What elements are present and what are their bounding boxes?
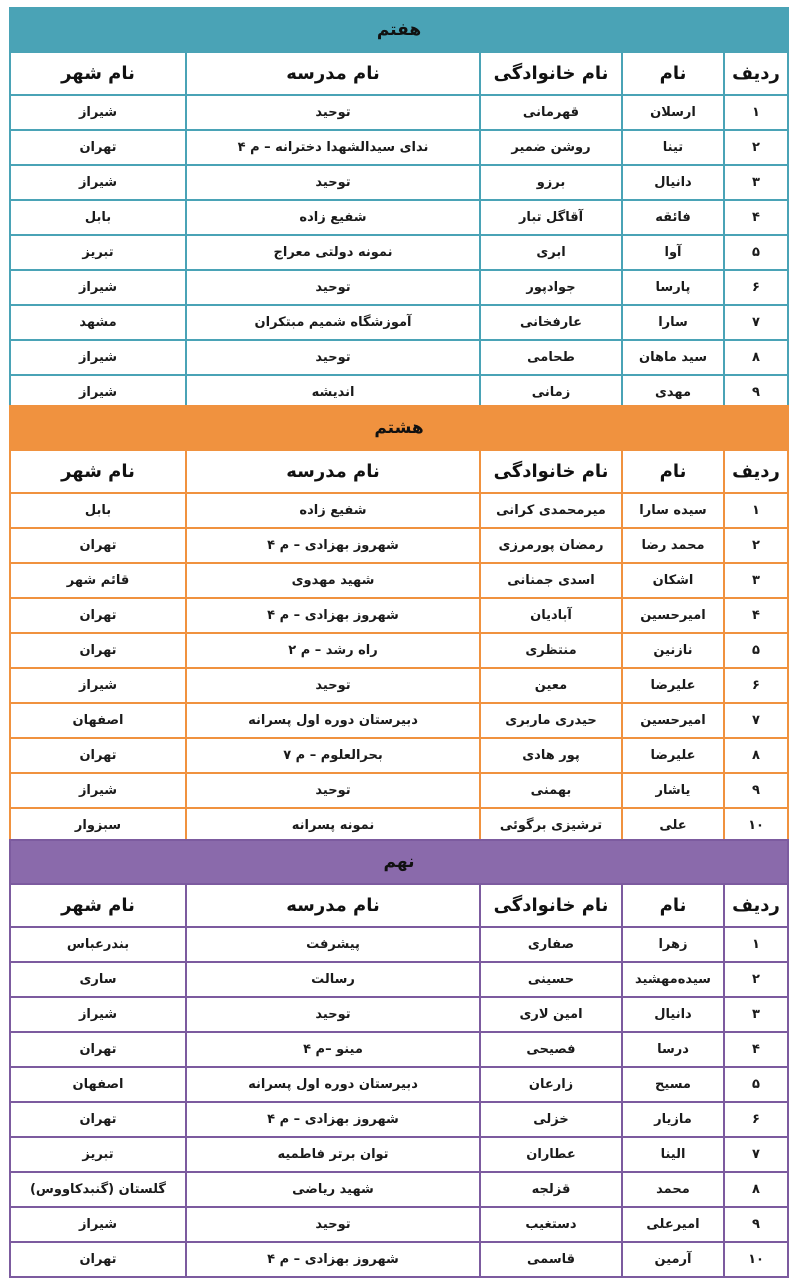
school-cell: شفیع زاده <box>186 493 480 528</box>
table-row <box>10 1137 788 1172</box>
section-title-row <box>10 840 788 884</box>
row-number-cell: ۱۰ <box>724 808 788 843</box>
city-cell: شیراز <box>10 270 186 305</box>
first-name-cell: سیده‌مهشید <box>622 962 724 997</box>
last-name-cell: آبادیان <box>480 598 622 633</box>
city-cell: شیراز <box>10 668 186 703</box>
school-cell: شهروز بهزادی – م ۴ <box>186 1102 480 1137</box>
first-name-cell: یاشار <box>622 773 724 808</box>
city-cell: شیراز <box>10 1207 186 1242</box>
table-row <box>10 340 788 375</box>
last-name-cell: ترشیزی برگوئی <box>480 808 622 843</box>
last-name-cell: پور هادی <box>480 738 622 773</box>
grade-8-table <box>9 405 789 844</box>
last-name-cell: برزو <box>480 165 622 200</box>
row-number-cell: ۷ <box>724 703 788 738</box>
last-name-cell: خزلی <box>480 1102 622 1137</box>
header-last-name: نام خانوادگی <box>480 52 622 95</box>
table-row <box>10 1242 788 1277</box>
school-cell: نمونه دولتی معراج <box>186 235 480 270</box>
last-name-cell: آقاگل تبار <box>480 200 622 235</box>
table-row <box>10 598 788 633</box>
first-name-cell: محمد <box>622 1172 724 1207</box>
last-name-cell: امین لاری <box>480 997 622 1032</box>
row-number-cell: ۲ <box>724 130 788 165</box>
last-name-cell: زارعان <box>480 1067 622 1102</box>
header-row <box>10 52 788 95</box>
row-number-cell: ۳ <box>724 997 788 1032</box>
header-last-name: نام خانوادگی <box>480 884 622 927</box>
last-name-cell: ابری <box>480 235 622 270</box>
school-cell: شفیع زاده <box>186 200 480 235</box>
row-number-cell: ۶ <box>724 270 788 305</box>
grade-7-section <box>9 7 789 411</box>
row-number-cell: ۵ <box>724 235 788 270</box>
table-row <box>10 668 788 703</box>
row-number-cell: ۷ <box>724 305 788 340</box>
table-row <box>10 493 788 528</box>
table-row <box>10 165 788 200</box>
header-school: نام مدرسه <box>186 884 480 927</box>
city-cell: تبریز <box>10 1137 186 1172</box>
last-name-cell: طحامی <box>480 340 622 375</box>
table-row <box>10 95 788 130</box>
first-name-cell: محمد رضا <box>622 528 724 563</box>
table-row <box>10 962 788 997</box>
city-cell: اصفهان <box>10 703 186 738</box>
row-number-cell: ۱۰ <box>724 1242 788 1277</box>
row-number-cell: ۶ <box>724 1102 788 1137</box>
first-name-cell: فائقه <box>622 200 724 235</box>
city-cell: تهران <box>10 633 186 668</box>
school-cell: آموزشگاه شمیم مبتکران <box>186 305 480 340</box>
table-row <box>10 235 788 270</box>
last-name-cell: معین <box>480 668 622 703</box>
school-cell: شهروز بهزادی – م ۴ <box>186 528 480 563</box>
first-name-cell: مهدی <box>622 375 724 410</box>
table-row <box>10 1172 788 1207</box>
school-cell: رسالت <box>186 962 480 997</box>
header-last-name: نام خانوادگی <box>480 450 622 493</box>
city-cell: شیراز <box>10 773 186 808</box>
first-name-cell: سارا <box>622 305 724 340</box>
last-name-cell: قاسمی <box>480 1242 622 1277</box>
city-cell: قائم شهر <box>10 563 186 598</box>
first-name-cell: امیرحسین <box>622 598 724 633</box>
table-row <box>10 773 788 808</box>
last-name-cell: قزلجه <box>480 1172 622 1207</box>
section-title: نهم <box>10 840 788 884</box>
grade-7-table <box>9 7 789 411</box>
last-name-cell: قهرمانی <box>480 95 622 130</box>
table-row <box>10 808 788 843</box>
row-number-cell: ۹ <box>724 773 788 808</box>
school-cell: شهید مهدوی <box>186 563 480 598</box>
table-row <box>10 1207 788 1242</box>
table-row <box>10 1102 788 1137</box>
school-cell: توحید <box>186 668 480 703</box>
row-number-cell: ۹ <box>724 1207 788 1242</box>
city-cell: تهران <box>10 1242 186 1277</box>
row-number-cell: ۸ <box>724 340 788 375</box>
section-title-row <box>10 8 788 52</box>
city-cell: تهران <box>10 528 186 563</box>
school-cell: توحید <box>186 165 480 200</box>
school-cell: توحید <box>186 1207 480 1242</box>
header-school: نام مدرسه <box>186 450 480 493</box>
last-name-cell: اسدی جمنانی <box>480 563 622 598</box>
city-cell: اصفهان <box>10 1067 186 1102</box>
table-row <box>10 270 788 305</box>
last-name-cell: دستغیب <box>480 1207 622 1242</box>
first-name-cell: مازیار <box>622 1102 724 1137</box>
first-name-cell: زهرا <box>622 927 724 962</box>
school-cell: نمونه پسرانه <box>186 808 480 843</box>
table-row <box>10 633 788 668</box>
first-name-cell: الینا <box>622 1137 724 1172</box>
first-name-cell: تینا <box>622 130 724 165</box>
school-cell: توحید <box>186 773 480 808</box>
first-name-cell: اشکان <box>622 563 724 598</box>
row-number-cell: ۳ <box>724 563 788 598</box>
school-cell: توحید <box>186 340 480 375</box>
school-cell: مینو –م ۴ <box>186 1032 480 1067</box>
header-row-no: ردیف <box>724 450 788 493</box>
row-number-cell: ۴ <box>724 1032 788 1067</box>
header-row <box>10 450 788 493</box>
last-name-cell: جوادپور <box>480 270 622 305</box>
first-name-cell: آوا <box>622 235 724 270</box>
school-cell: توحید <box>186 270 480 305</box>
city-cell: بابل <box>10 200 186 235</box>
last-name-cell: منتظری <box>480 633 622 668</box>
row-number-cell: ۱ <box>724 493 788 528</box>
row-number-cell: ۲ <box>724 528 788 563</box>
first-name-cell: آرمین <box>622 1242 724 1277</box>
row-number-cell: ۵ <box>724 1067 788 1102</box>
header-city: نام شهر <box>10 884 186 927</box>
first-name-cell: درسا <box>622 1032 724 1067</box>
row-number-cell: ۷ <box>724 1137 788 1172</box>
table-row <box>10 1032 788 1067</box>
last-name-cell: میرمحمدی کرانی <box>480 493 622 528</box>
city-cell: گلستان (گنبدکاووس) <box>10 1172 186 1207</box>
header-first-name: نام <box>622 884 724 927</box>
section-title: هفتم <box>10 8 788 52</box>
row-number-cell: ۸ <box>724 1172 788 1207</box>
city-cell: بابل <box>10 493 186 528</box>
school-cell: اندیشه <box>186 375 480 410</box>
grade-8-section <box>9 405 789 844</box>
header-row-no: ردیف <box>724 52 788 95</box>
school-cell: بحرالعلوم – م ۷ <box>186 738 480 773</box>
last-name-cell: حسینی <box>480 962 622 997</box>
last-name-cell: زمانی <box>480 375 622 410</box>
table-row <box>10 200 788 235</box>
row-number-cell: ۸ <box>724 738 788 773</box>
section-title: هشتم <box>10 406 788 450</box>
first-name-cell: امیرعلی <box>622 1207 724 1242</box>
row-number-cell: ۳ <box>724 165 788 200</box>
row-number-cell: ۱ <box>724 95 788 130</box>
school-cell: ندای سیدالشهدا دخترانه – م ۴ <box>186 130 480 165</box>
city-cell: تبریز <box>10 235 186 270</box>
row-number-cell: ۹ <box>724 375 788 410</box>
first-name-cell: سیده سارا <box>622 493 724 528</box>
last-name-cell: روشن ضمیر <box>480 130 622 165</box>
school-cell: شهید ریاضی <box>186 1172 480 1207</box>
header-row <box>10 884 788 927</box>
first-name-cell: علیرضا <box>622 668 724 703</box>
table-row <box>10 130 788 165</box>
last-name-cell: عطاران <box>480 1137 622 1172</box>
table-row <box>10 927 788 962</box>
city-cell: تهران <box>10 598 186 633</box>
table-row <box>10 1067 788 1102</box>
last-name-cell: بهمنی <box>480 773 622 808</box>
city-cell: شیراز <box>10 95 186 130</box>
city-cell: مشهد <box>10 305 186 340</box>
header-school: نام مدرسه <box>186 52 480 95</box>
header-first-name: نام <box>622 450 724 493</box>
first-name-cell: ارسلان <box>622 95 724 130</box>
row-number-cell: ۵ <box>724 633 788 668</box>
table-row <box>10 997 788 1032</box>
first-name-cell: امیرحسین <box>622 703 724 738</box>
school-cell: پیشرفت <box>186 927 480 962</box>
city-cell: تهران <box>10 1032 186 1067</box>
city-cell: سبزوار <box>10 808 186 843</box>
city-cell: شیراز <box>10 340 186 375</box>
school-cell: دبیرستان دوره اول پسرانه <box>186 703 480 738</box>
first-name-cell: علیرضا <box>622 738 724 773</box>
header-first-name: نام <box>622 52 724 95</box>
last-name-cell: عارفخانی <box>480 305 622 340</box>
school-cell: شهروز بهزادی – م ۴ <box>186 598 480 633</box>
city-cell: تهران <box>10 738 186 773</box>
school-cell: راه رشد – م ۲ <box>186 633 480 668</box>
first-name-cell: سید ماهان <box>622 340 724 375</box>
section-title-row <box>10 406 788 450</box>
school-cell: توان برتر فاطمیه <box>186 1137 480 1172</box>
table-row <box>10 563 788 598</box>
table-row <box>10 738 788 773</box>
first-name-cell: پارسا <box>622 270 724 305</box>
city-cell: شیراز <box>10 997 186 1032</box>
city-cell: تهران <box>10 1102 186 1137</box>
table-row <box>10 305 788 340</box>
header-city: نام شهر <box>10 52 186 95</box>
school-cell: دبیرستان دوره اول پسرانه <box>186 1067 480 1102</box>
city-cell: ساری <box>10 962 186 997</box>
grade-9-table <box>9 839 789 1278</box>
school-cell: توحید <box>186 95 480 130</box>
grade-9-section <box>9 839 789 1278</box>
first-name-cell: نازنین <box>622 633 724 668</box>
city-cell: بندرعباس <box>10 927 186 962</box>
city-cell: تهران <box>10 130 186 165</box>
city-cell: شیراز <box>10 165 186 200</box>
row-number-cell: ۴ <box>724 598 788 633</box>
last-name-cell: رمضان پورمرزی <box>480 528 622 563</box>
row-number-cell: ۴ <box>724 200 788 235</box>
table-row <box>10 703 788 738</box>
school-cell: شهروز بهزادی – م ۴ <box>186 1242 480 1277</box>
row-number-cell: ۶ <box>724 668 788 703</box>
last-name-cell: فصیحی <box>480 1032 622 1067</box>
first-name-cell: علی <box>622 808 724 843</box>
last-name-cell: صفاری <box>480 927 622 962</box>
header-row-no: ردیف <box>724 884 788 927</box>
first-name-cell: دانیال <box>622 997 724 1032</box>
first-name-cell: مسیح <box>622 1067 724 1102</box>
row-number-cell: ۱ <box>724 927 788 962</box>
header-city: نام شهر <box>10 450 186 493</box>
school-cell: توحید <box>186 997 480 1032</box>
last-name-cell: حیدری ماربری <box>480 703 622 738</box>
table-row <box>10 528 788 563</box>
city-cell: شیراز <box>10 375 186 410</box>
row-number-cell: ۲ <box>724 962 788 997</box>
first-name-cell: دانیال <box>622 165 724 200</box>
